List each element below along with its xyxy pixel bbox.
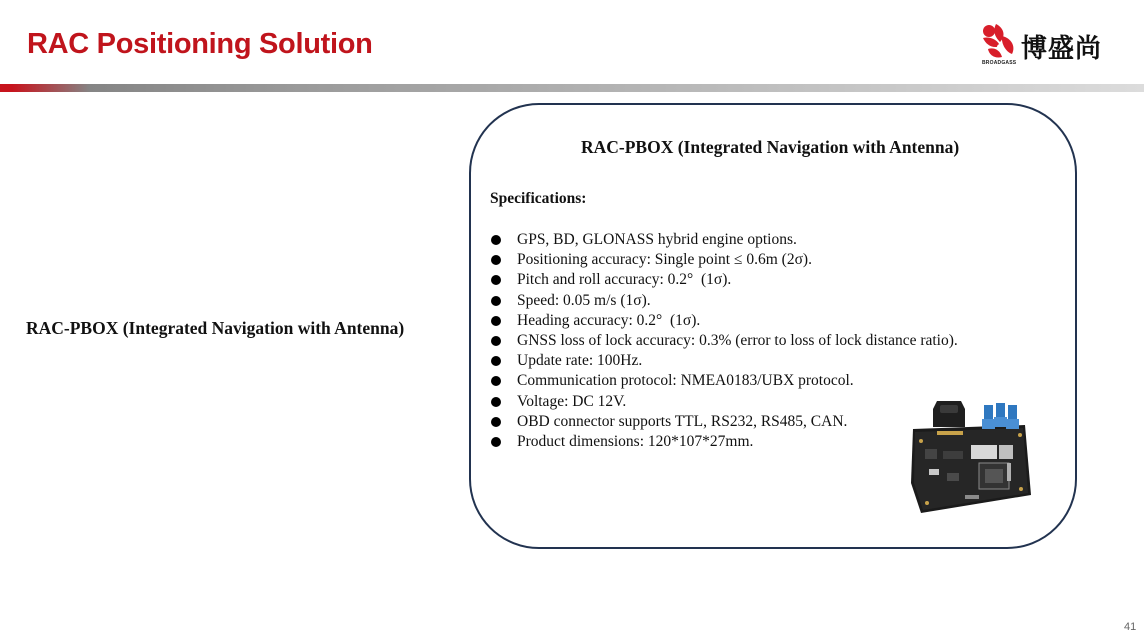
slide-title: RAC Positioning Solution [27, 28, 373, 60]
spec-text: GNSS loss of lock accuracy: 0.3% (error to loss of lock distance ratio). [517, 331, 958, 349]
logo-brand-en: BROADGASS [982, 60, 1017, 66]
bullet-icon [491, 275, 501, 285]
spec-item-engine [490, 230, 958, 250]
card-title: RAC-PBOX (Integrated Navigation with Antenna) [581, 137, 960, 157]
page-number: 41 [1124, 621, 1137, 633]
spec-item-protocol [490, 371, 958, 391]
spec-text: Update rate: 100Hz. [517, 352, 643, 370]
product-side-label: RAC-PBOX (Integrated Navigation with Antenna) [26, 318, 405, 338]
spec-card [469, 103, 1077, 549]
company-logo [978, 22, 1113, 70]
logo-brand-cn: 博盛尚 [1021, 34, 1103, 64]
spec-text: Communication protocol: NMEA0183/UBX protocol. [517, 372, 854, 390]
bullet-icon [491, 296, 501, 306]
bullet-icon [491, 437, 501, 447]
bullet-icon [491, 255, 501, 265]
spec-list [490, 230, 958, 452]
spec-item-positioning [490, 250, 958, 270]
bullet-icon [491, 397, 501, 407]
spec-heading: Specifications: [490, 190, 587, 207]
spec-text: Speed: 0.05 m/s (1σ). [517, 291, 651, 309]
spec-item-gnss-loss [490, 331, 958, 351]
header-divider [0, 84, 1144, 92]
bullet-icon [491, 376, 501, 386]
product-board-image [907, 399, 1033, 519]
spec-text: Voltage: DC 12V. [517, 392, 627, 410]
spec-text: Product dimensions: 120*107*27mm. [517, 432, 754, 450]
spec-item-obd [490, 412, 958, 432]
spec-item-speed [490, 291, 958, 311]
spec-item-pitch-roll [490, 270, 958, 290]
bullet-icon [491, 356, 501, 366]
spec-item-update-rate [490, 351, 958, 371]
spec-text: Heading accuracy: 0.2° (1σ). [517, 311, 701, 329]
spec-item-heading [490, 311, 958, 331]
spec-text: Pitch and roll accuracy: 0.2° (1σ). [517, 271, 732, 289]
spec-item-voltage [490, 392, 958, 412]
bullet-icon [491, 336, 501, 346]
spec-text: OBD connector supports TTL, RS232, RS485, CAN. [517, 412, 848, 430]
bullet-icon [491, 417, 501, 427]
bullet-icon [491, 235, 501, 245]
logo-flame-icon [978, 22, 1020, 62]
spec-item-dimensions [490, 432, 958, 452]
spec-text: GPS, BD, GLONASS hybrid engine options. [517, 231, 797, 248]
bullet-icon [491, 316, 501, 326]
spec-text: Positioning accuracy: Single point ≤ 0.6m (2σ). [517, 251, 812, 269]
